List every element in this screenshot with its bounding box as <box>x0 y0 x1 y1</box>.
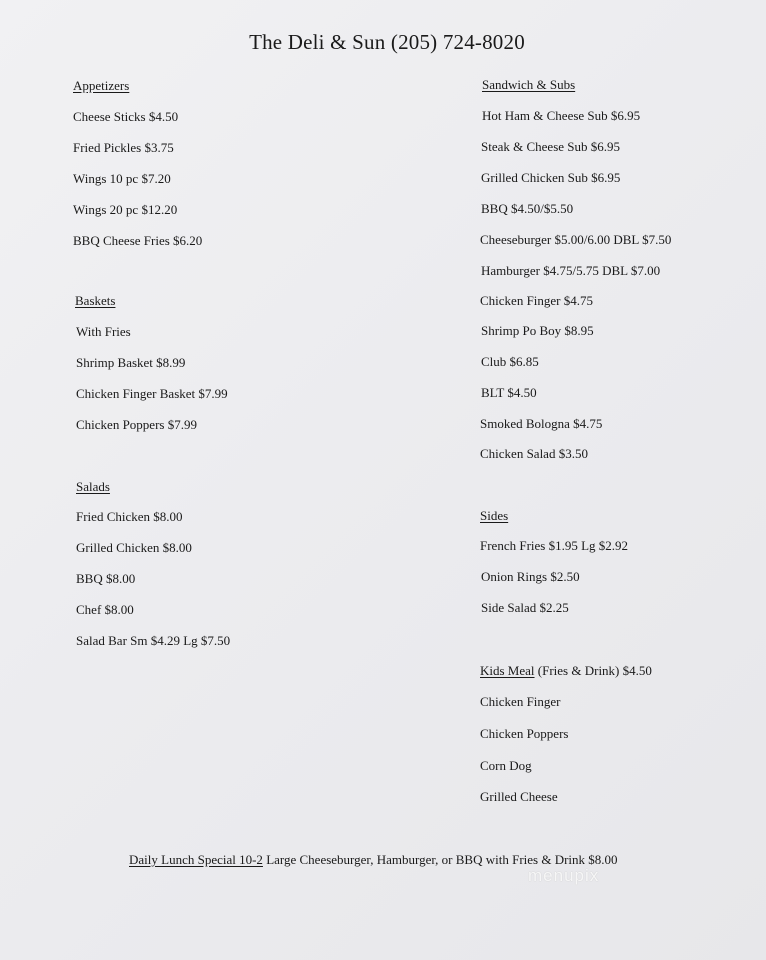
kids-meal-label: Kids Meal <box>480 663 535 678</box>
menu-item: Cheese Sticks $4.50 <box>73 109 179 124</box>
menu-item: Shrimp Po Boy $8.95 <box>481 323 594 338</box>
menu-item: Grilled Cheese <box>480 789 558 804</box>
menu-item: Salad Bar Sm $4.29 Lg $7.50 <box>76 633 231 648</box>
menu-item: Grilled Chicken Sub $6.95 <box>481 170 621 185</box>
menu-item: French Fries $1.95 Lg $2.92 <box>480 538 629 553</box>
menu-item: Chicken Finger Basket $7.99 <box>76 386 228 401</box>
kids-meal-price: (Fries & Drink) $4.50 <box>534 663 652 678</box>
menu-item: Grilled Chicken $8.00 <box>76 540 192 555</box>
menu-title: The Deli & Sun (205) 724-8020 <box>249 30 525 54</box>
menu-item: Cheeseburger $5.00/6.00 DBL $7.50 <box>480 232 672 247</box>
menu-item: Side Salad $2.25 <box>481 600 569 615</box>
menu-item: Chicken Poppers <box>480 726 569 741</box>
menu-item: Smoked Bologna $4.75 <box>480 416 603 431</box>
menu-item: BLT $4.50 <box>481 385 537 400</box>
appetizers-heading: Appetizers <box>73 78 130 93</box>
menu-item: BBQ $8.00 <box>76 571 136 586</box>
menu-item: Steak & Cheese Sub $6.95 <box>481 139 621 154</box>
menu-item: Wings 10 pc $7.20 <box>73 171 171 186</box>
sandwich-subs-heading: Sandwich & Subs <box>482 77 576 92</box>
menu-item: Club $6.85 <box>481 354 539 369</box>
menu-item: BBQ Cheese Fries $6.20 <box>73 233 203 248</box>
menu-item: Hamburger $4.75/5.75 DBL $7.00 <box>481 263 661 278</box>
menupix-watermark: menupix <box>528 866 600 885</box>
menu-item: With Fries <box>76 324 131 339</box>
menu-item: Fried Pickles $3.75 <box>73 140 174 155</box>
sides-heading: Sides <box>480 508 509 523</box>
baskets-heading: Baskets <box>75 293 116 308</box>
special-label: Daily Lunch Special 10-2 <box>129 852 263 867</box>
menu-item: Chicken Finger $4.75 <box>480 293 594 308</box>
menu-item: Chicken Finger <box>480 694 561 709</box>
menu-item: Chicken Salad $3.50 <box>480 446 588 461</box>
menu-item: Shrimp Basket $8.99 <box>76 355 186 370</box>
menu-item: Wings 20 pc $12.20 <box>73 202 178 217</box>
menu-item: Chicken Poppers $7.99 <box>76 417 197 432</box>
salads-heading: Salads <box>76 479 110 494</box>
menu-item: Hot Ham & Cheese Sub $6.95 <box>482 108 641 123</box>
menu-item: Corn Dog <box>480 758 532 773</box>
special-text: Large Cheeseburger, Hamburger, or BBQ with Fries & Drink $8.00 <box>262 852 618 867</box>
menu-item: Chef $8.00 <box>76 602 134 617</box>
menu-item: Onion Rings $2.50 <box>481 569 580 584</box>
menu-item: Fried Chicken $8.00 <box>76 509 183 524</box>
menu-item: BBQ $4.50/$5.50 <box>481 201 574 216</box>
kids-meal-heading <box>480 663 652 679</box>
